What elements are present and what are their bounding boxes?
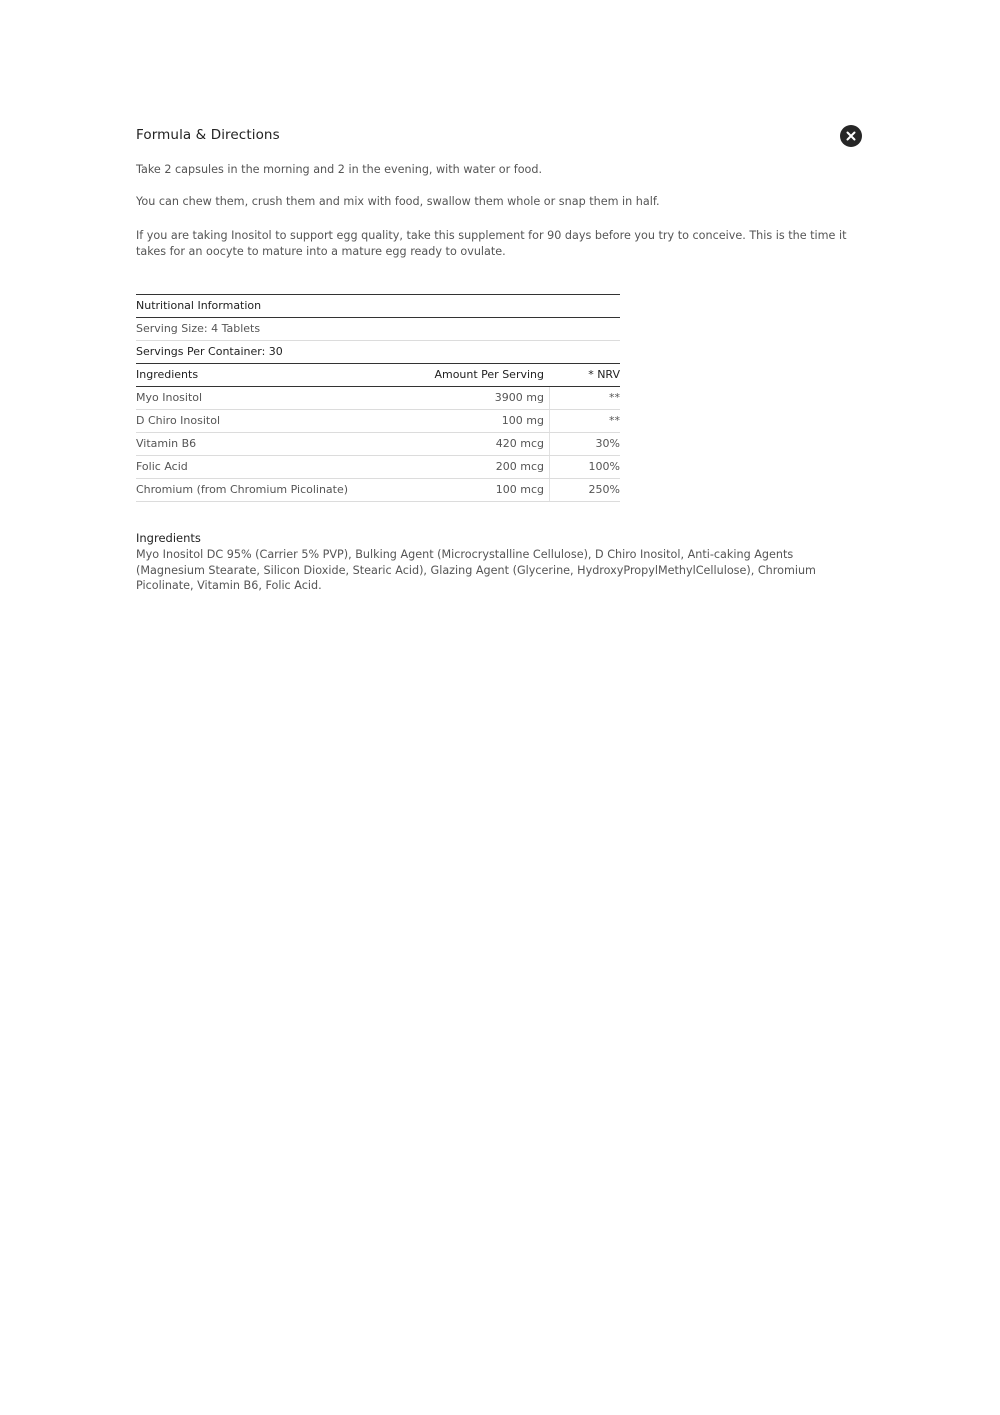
ingredient-amount: 3900 mg bbox=[494, 391, 544, 404]
servings-per-container: Servings Per Container: 30 bbox=[136, 345, 283, 358]
ingredient-nrv: 100% bbox=[549, 456, 620, 478]
ingredient-amount: 200 mcg bbox=[495, 460, 544, 473]
table-row bbox=[136, 433, 620, 456]
ingredients-text: Myo Inositol DC 95% (Carrier 5% PVP), Bulking Agent (Microcrystalline Cellulose), D Chiro Inositol, Anti-caking Agents (Magnesium Stearate, Silicon Dioxide, Stearic Acid), Glazing Agent (Glycerine, HydroxyPropylMethylCellulose), Chromium Picolinate, Vitamin B6, Folic Acid. bbox=[136, 548, 816, 592]
nutrition-title-row bbox=[136, 295, 620, 318]
ingredient-name: D Chiro Inositol bbox=[136, 414, 221, 427]
ingredient-amount: 100 mcg bbox=[495, 483, 544, 496]
table-row bbox=[136, 456, 620, 479]
direction-text: Take 2 capsules in the morning and 2 in the evening, with water or food. bbox=[136, 163, 543, 176]
nutrition-table bbox=[136, 294, 620, 502]
ingredient-nrv: 250% bbox=[549, 479, 620, 501]
ingredient-amount: 100 mg bbox=[501, 414, 544, 427]
ingredients-title: Ingredients bbox=[136, 531, 201, 545]
ingredient-name: Myo Inositol bbox=[136, 391, 203, 404]
ingredient-name: Folic Acid bbox=[136, 460, 188, 473]
close-icon bbox=[846, 131, 856, 141]
table-row bbox=[136, 410, 620, 433]
ingredient-name: Vitamin B6 bbox=[136, 437, 197, 450]
column-header-ingredient: Ingredients bbox=[136, 368, 199, 381]
section-title: Formula & Directions bbox=[136, 127, 280, 143]
serving-size: Serving Size: 4 Tablets bbox=[136, 322, 261, 335]
column-header-amount: Amount Per Serving bbox=[434, 368, 544, 381]
ingredient-name: Chromium (from Chromium Picolinate) bbox=[136, 483, 349, 496]
ingredient-nrv: ** bbox=[549, 410, 620, 432]
direction-text: You can chew them, crush them and mix with food, swallow them whole or snap them in half. bbox=[136, 195, 660, 208]
serving-size-row bbox=[136, 318, 620, 341]
servings-per-container-row bbox=[136, 341, 620, 364]
ingredient-nrv: ** bbox=[549, 387, 620, 409]
nutrition-title: Nutritional Information bbox=[136, 299, 262, 312]
table-header-row bbox=[136, 364, 620, 387]
column-header-nrv: * NRV bbox=[588, 368, 620, 381]
table-row bbox=[136, 479, 620, 502]
ingredient-amount: 420 mcg bbox=[495, 437, 544, 450]
close-button[interactable] bbox=[840, 125, 862, 147]
direction-text: If you are taking Inositol to support egg quality, take this supplement for 90 days before you try to conceive. This is the time it takes for an oocyte to mature into a mature egg ready to ovulate. bbox=[136, 229, 847, 258]
table-row bbox=[136, 387, 620, 410]
ingredient-nrv: 30% bbox=[549, 433, 620, 455]
